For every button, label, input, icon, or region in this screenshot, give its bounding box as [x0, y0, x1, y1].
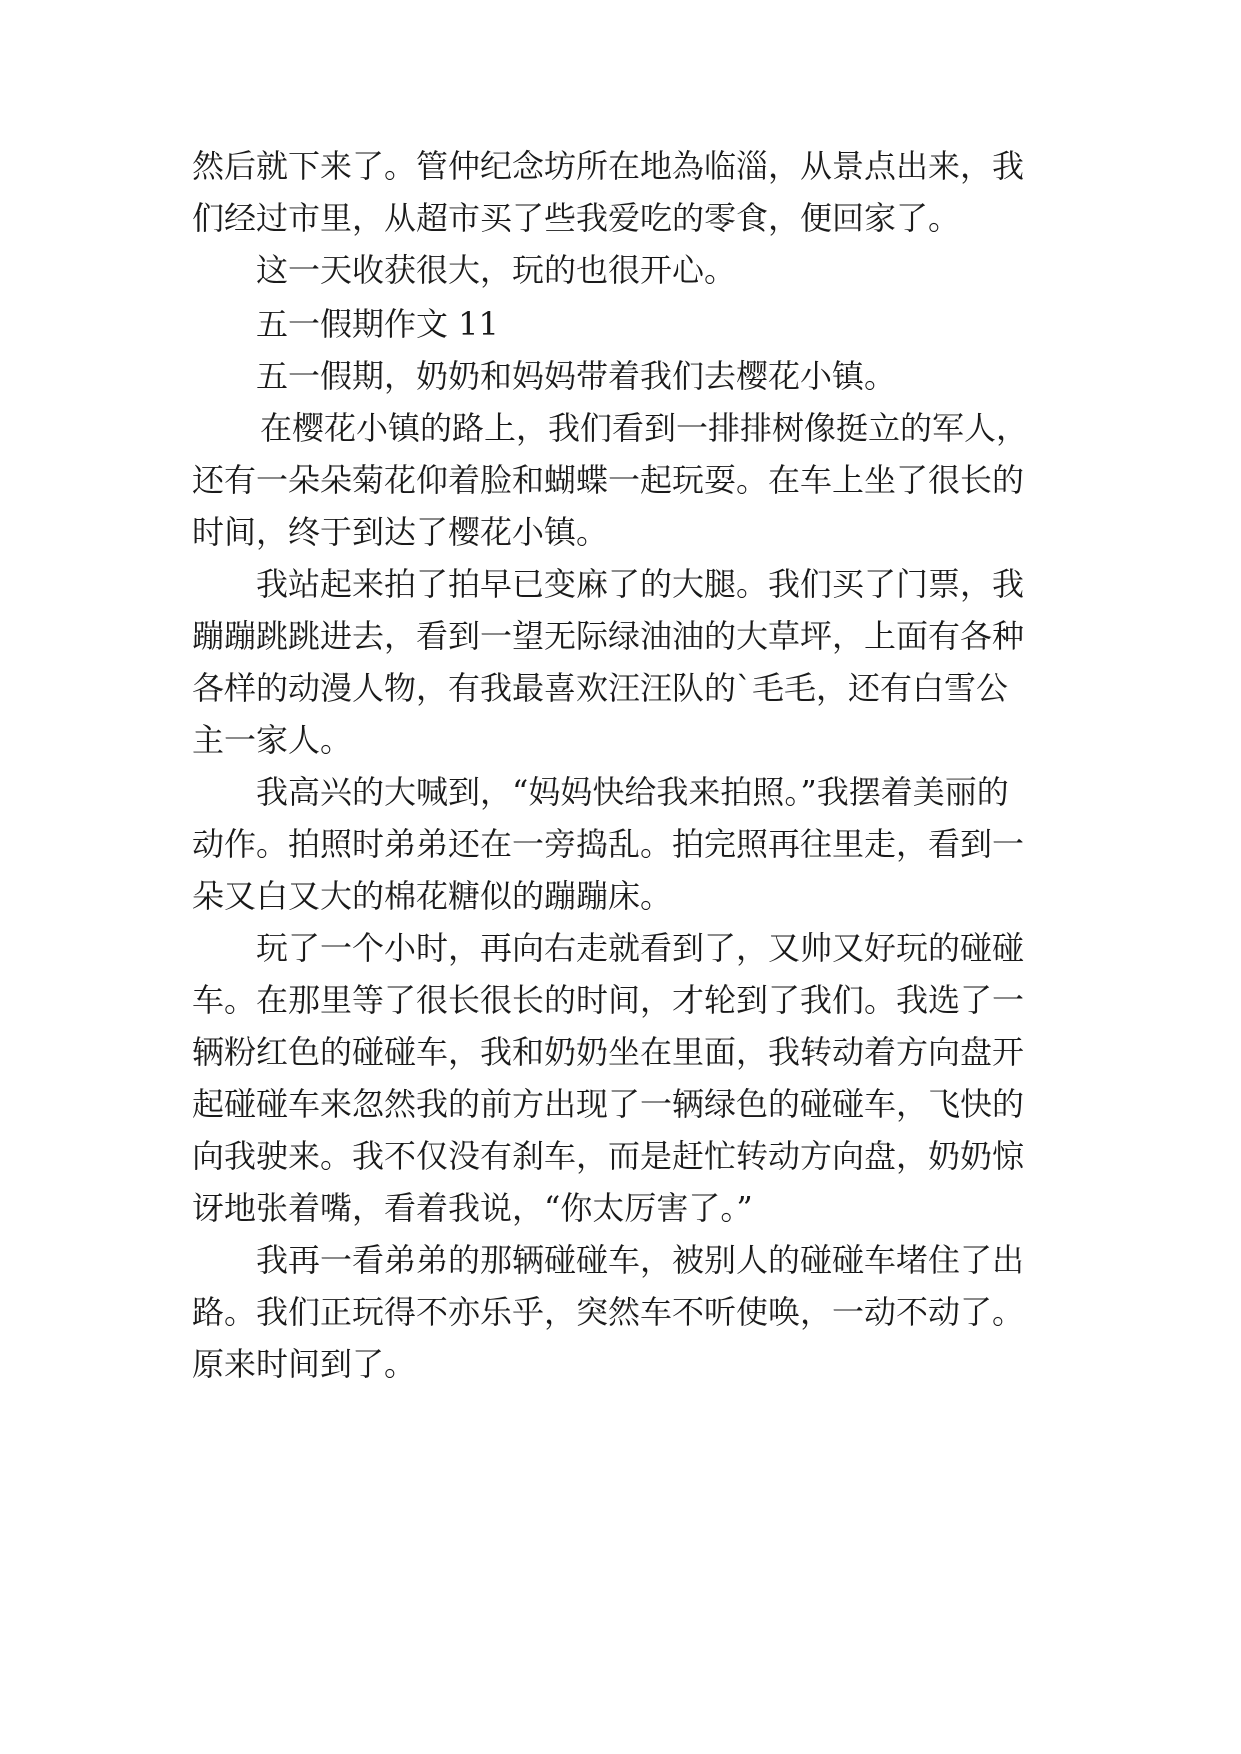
text-line: 起碰碰车来忽然我的前方出现了一辆绿色的碰碰车，飞快的 [192, 1085, 1025, 1123]
text-line: 朵又白又大的棉花糖似的蹦蹦床。 [192, 877, 673, 915]
text-line: 在樱花小镇的路上，我们看到一排排树像挺立的军人， [260, 409, 1029, 447]
section-heading: 五一假期作文 11 [256, 305, 499, 343]
text-line: 这一天收获很大，玩的也很开心。 [256, 251, 737, 289]
text-line: 车。在那里等了很长很长的时间，才轮到了我们。我选了一 [192, 981, 1025, 1019]
text-line: 向我驶来。我不仅没有刹车，而是赶忙转动方向盘，奶奶惊 [192, 1137, 1025, 1175]
text-line: 我再一看弟弟的那辆碰碰车，被别人的碰碰车堵住了出 [256, 1241, 1025, 1279]
text-line: 我站起来拍了拍早已变麻了的大腿。我们买了门票，我 [256, 565, 1025, 603]
text-line: 讶地张着嘴，看着我说，“你太厉害了。” [192, 1189, 753, 1227]
text-line: 还有一朵朵菊花仰着脸和蝴蝶一起玩耍。在车上坐了很长的 [192, 461, 1025, 499]
text-line: 然后就下来了。管仲纪念坊所在地為临淄，从景点出来，我 [192, 147, 1025, 185]
text-line: 玩了一个小时，再向右走就看到了，又帅又好玩的碰碰 [256, 929, 1025, 967]
text-line: 我高兴的大喊到，“妈妈快给我来拍照。”我摆着美丽的 [256, 773, 1009, 811]
text-line: 原来时间到了。 [192, 1345, 417, 1383]
text-line: 蹦蹦跳跳进去，看到一望无际绿油油的大草坪，上面有各种 [192, 617, 1025, 655]
text-line: 们经过市里，从超市买了些我爱吃的零食，便回家了。 [192, 199, 961, 237]
text-line: 时间，终于到达了樱花小镇。 [192, 513, 609, 551]
text-line: 动作。拍照时弟弟还在一旁捣乱。拍完照再往里走，看到一 [192, 825, 1025, 863]
text-line: 主一家人。 [192, 721, 353, 759]
text-line: 辆粉红色的碰碰车，我和奶奶坐在里面，我转动着方向盘开 [192, 1033, 1025, 1071]
text-line: 五一假期，奶奶和妈妈带着我们去樱花小镇。 [256, 357, 897, 395]
text-line: 路。我们正玩得不亦乐乎，突然车不听使唤，一动不动了。 [192, 1293, 1025, 1331]
text-line: 各样的动漫人物，有我最喜欢汪汪队的`毛毛，还有白雪公 [192, 669, 1009, 707]
